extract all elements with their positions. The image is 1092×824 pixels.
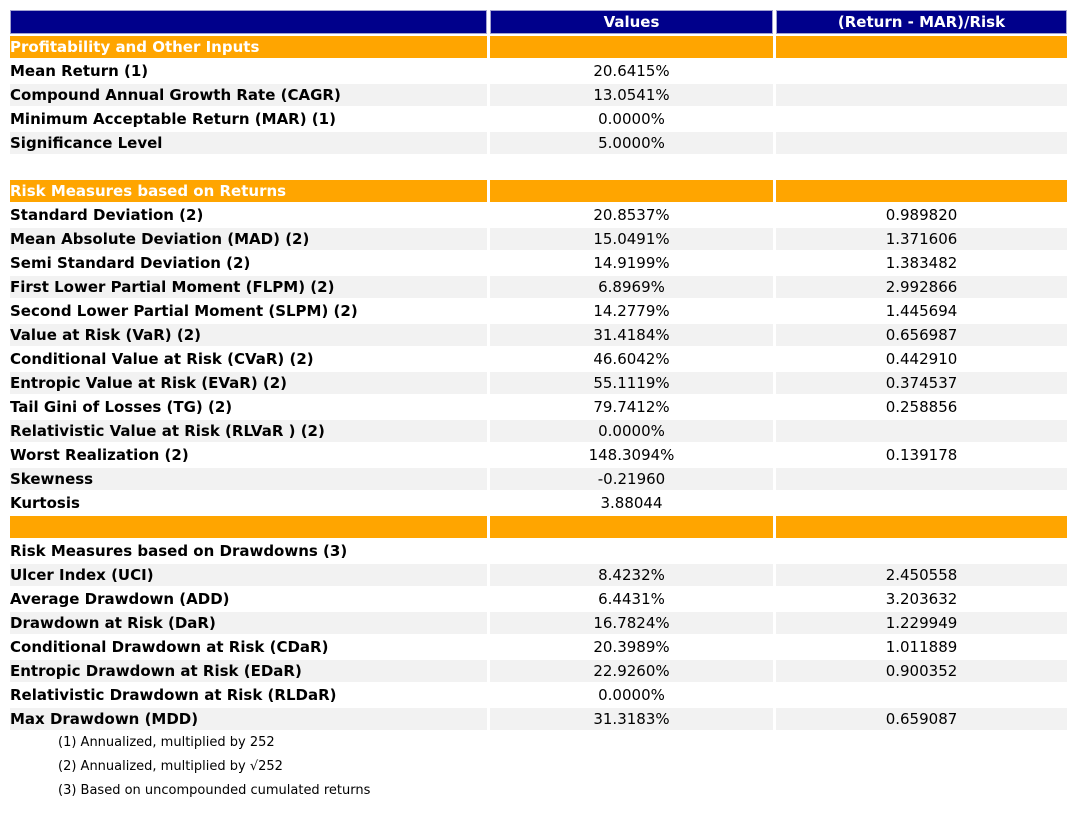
metric-value: 22.9260% <box>490 660 773 682</box>
metric-label: Mean Return (1) <box>10 62 149 80</box>
metric-label: Significance Level <box>10 132 487 154</box>
metric-label: Worst Realization (2) <box>10 446 189 464</box>
footnote-text: (3) Based on uncompounded cumulated returns <box>10 780 1067 802</box>
metric-label <box>10 156 487 178</box>
data-row <box>10 300 1067 322</box>
metric-value <box>490 180 773 202</box>
metric-value: 6.8969% <box>490 276 773 298</box>
ratio-value <box>776 492 1067 514</box>
footnote-row <box>10 780 1067 802</box>
table-header-row <box>10 10 1067 34</box>
ratio-value <box>776 60 1067 82</box>
ratio-value <box>776 36 1067 58</box>
metric-value <box>490 516 773 538</box>
ratio-value: 2.992866 <box>776 276 1067 298</box>
ratio-value: 1.445694 <box>885 302 958 320</box>
data-row <box>10 636 1067 658</box>
metric-value: 0.0000% <box>490 420 773 442</box>
data-row <box>10 108 1067 130</box>
metric-label: Tail Gini of Losses (TG) (2) <box>10 398 233 416</box>
metric-label: Skewness <box>10 468 487 490</box>
ratio-value: 2.450558 <box>776 564 1067 586</box>
ratio-value: 0.258856 <box>885 398 958 416</box>
metric-label: Entropic Value at Risk (EVaR) (2) <box>10 372 487 394</box>
data-row <box>10 684 1067 706</box>
ratio-value <box>776 516 1067 538</box>
title-row <box>10 540 1067 562</box>
data-row <box>10 564 1067 586</box>
metric-label: Standard Deviation (2) <box>10 206 204 224</box>
metric-label: Second Lower Partial Moment (SLPM) (2) <box>10 302 358 320</box>
data-row <box>10 348 1067 370</box>
metric-label: Minimum Acceptable Return (MAR) (1) <box>10 110 336 128</box>
ratio-value <box>776 468 1067 490</box>
ratio-value <box>776 84 1067 106</box>
ratio-value: 1.371606 <box>776 228 1067 250</box>
data-row <box>10 444 1067 466</box>
metric-label: Mean Absolute Deviation (MAD) (2) <box>10 228 487 250</box>
data-row <box>10 252 1067 274</box>
metric-value: 14.2779% <box>593 302 670 320</box>
footnote-text: (2) Annualized, multiplied by √252 <box>10 756 1067 778</box>
ratio-value: 3.203632 <box>885 590 958 608</box>
metric-value: 6.4431% <box>598 590 665 608</box>
ratio-value: 1.383482 <box>885 254 958 272</box>
ratio-value <box>776 132 1067 154</box>
metric-value: 31.3183% <box>490 708 773 730</box>
metric-value: 13.0541% <box>490 84 773 106</box>
ratio-value <box>776 540 1067 562</box>
metric-value: 31.4184% <box>490 324 773 346</box>
footnote-text: (1) Annualized, multiplied by 252 <box>10 732 1067 754</box>
metric-label: Conditional Value at Risk (CVaR) (2) <box>10 350 314 368</box>
data-row <box>10 492 1067 514</box>
data-row <box>10 588 1067 610</box>
ratio-value <box>776 108 1067 130</box>
metric-label <box>10 516 487 538</box>
column-header-ratio: (Return - MAR)/Risk <box>776 10 1067 34</box>
risk-metrics-table <box>7 8 1070 804</box>
blank-row <box>10 156 1067 178</box>
footnote-row <box>10 756 1067 778</box>
metric-label: Conditional Drawdown at Risk (CDaR) <box>10 638 329 656</box>
metric-label: Relativistic Value at Risk (RLVaR ) (2) <box>10 420 487 442</box>
metric-value: 46.6042% <box>593 350 670 368</box>
metric-value: 55.1119% <box>490 372 773 394</box>
metric-label: Average Drawdown (ADD) <box>10 590 230 608</box>
metric-value <box>490 36 773 58</box>
ratio-value <box>776 684 1067 706</box>
metric-value: 14.9199% <box>593 254 670 272</box>
metric-value <box>490 540 773 562</box>
metric-label: Risk Measures based on Returns <box>10 180 487 202</box>
metric-value: 8.4232% <box>490 564 773 586</box>
data-row <box>10 372 1067 394</box>
metric-label: Compound Annual Growth Rate (CAGR) <box>10 84 487 106</box>
metric-label: Drawdown at Risk (DaR) <box>10 612 487 634</box>
data-row <box>10 420 1067 442</box>
metric-value: 20.3989% <box>593 638 670 656</box>
metric-value: 15.0491% <box>490 228 773 250</box>
metric-value: -0.21960 <box>490 468 773 490</box>
metric-value: 20.8537% <box>593 206 670 224</box>
metric-value: 16.7824% <box>490 612 773 634</box>
metric-value <box>490 156 773 178</box>
ratio-value: 0.442910 <box>885 350 958 368</box>
data-row <box>10 276 1067 298</box>
metric-value: 148.3094% <box>588 446 675 464</box>
ratio-value: 0.659087 <box>776 708 1067 730</box>
metric-label: Kurtosis <box>10 494 80 512</box>
data-row <box>10 84 1067 106</box>
ratio-value: 0.900352 <box>776 660 1067 682</box>
column-header-values: Values <box>490 10 773 34</box>
metric-label: Risk Measures based on Drawdowns (3) <box>10 542 348 560</box>
metric-label: Profitability and Other Inputs <box>10 36 487 58</box>
ratio-value <box>776 420 1067 442</box>
data-row <box>10 468 1067 490</box>
ratio-value: 0.656987 <box>776 324 1067 346</box>
metric-value: 79.7412% <box>593 398 670 416</box>
column-header-metric <box>10 10 487 34</box>
data-row <box>10 228 1067 250</box>
ratio-value: 0.989820 <box>885 206 958 224</box>
metric-label: Value at Risk (VaR) (2) <box>10 324 487 346</box>
metric-label: First Lower Partial Moment (FLPM) (2) <box>10 276 487 298</box>
ratio-value: 0.374537 <box>776 372 1067 394</box>
ratio-value <box>776 180 1067 202</box>
ratio-value: 0.139178 <box>885 446 958 464</box>
data-row <box>10 708 1067 730</box>
section-row <box>10 180 1067 202</box>
section-row <box>10 36 1067 58</box>
ratio-value: 1.229949 <box>776 612 1067 634</box>
section-row <box>10 516 1067 538</box>
ratio-value <box>776 156 1067 178</box>
data-row <box>10 132 1067 154</box>
metric-label: Max Drawdown (MDD) <box>10 708 487 730</box>
data-row <box>10 204 1067 226</box>
data-row <box>10 60 1067 82</box>
metric-value: 5.0000% <box>490 132 773 154</box>
metric-value: 3.88044 <box>600 494 663 512</box>
metric-label: Semi Standard Deviation (2) <box>10 254 251 272</box>
data-row <box>10 324 1067 346</box>
metric-value: 0.0000% <box>598 110 665 128</box>
footnote-row <box>10 732 1067 754</box>
ratio-value: 1.011889 <box>885 638 958 656</box>
metric-label: Ulcer Index (UCI) <box>10 564 487 586</box>
metric-label: Entropic Drawdown at Risk (EDaR) <box>10 660 487 682</box>
data-row <box>10 396 1067 418</box>
data-row <box>10 660 1067 682</box>
metric-label: Relativistic Drawdown at Risk (RLDaR) <box>10 686 337 704</box>
metric-value: 20.6415% <box>593 62 670 80</box>
metric-value: 0.0000% <box>598 686 665 704</box>
data-row <box>10 612 1067 634</box>
table-body <box>10 36 1067 802</box>
